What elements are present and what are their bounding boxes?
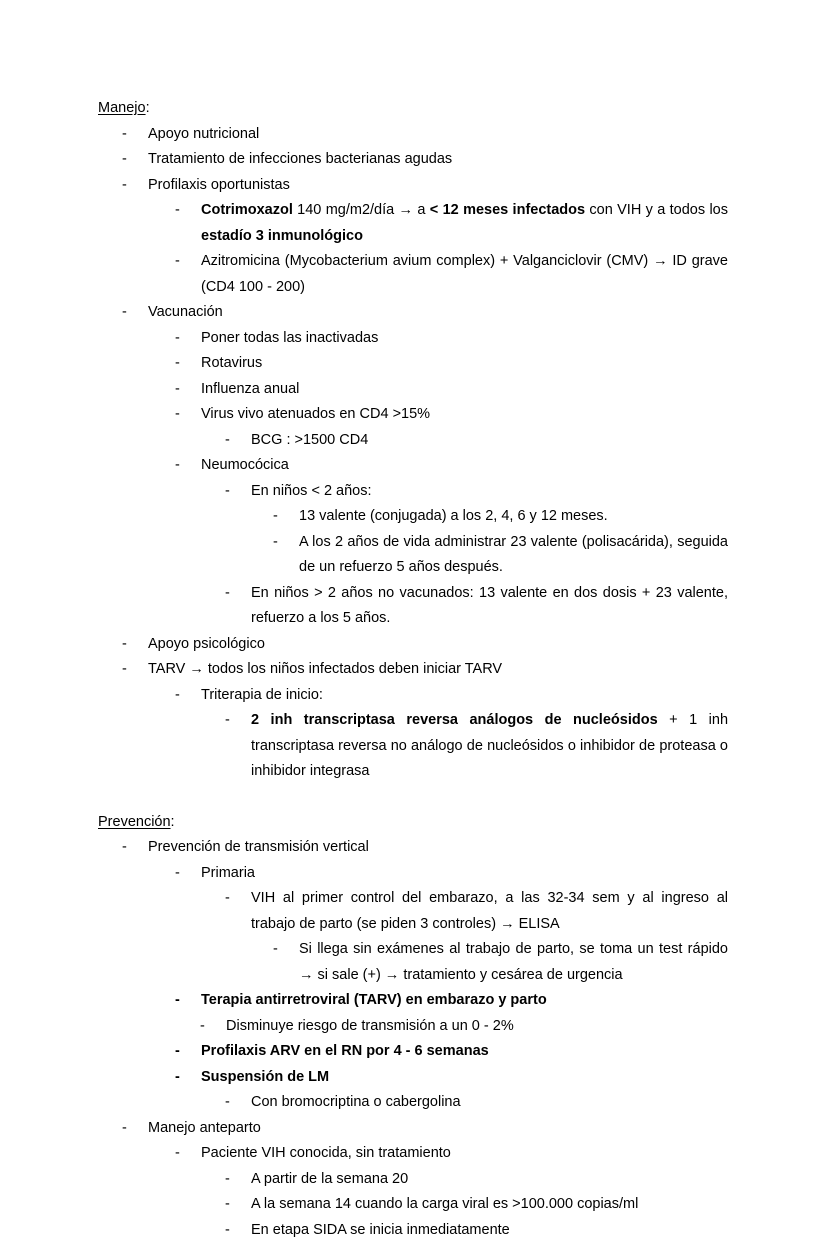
list-item (200, 1014, 728, 1040)
list-item-text: VIH al primer control del embarazo, a las 32-34 sem y al ingreso al trabajo de parto (se piden 3 controles) → ELISA (251, 886, 728, 937)
bullet-dash-icon: - (122, 122, 148, 148)
list-item-text: En niños < 2 años: (251, 479, 728, 505)
list-item-text: A los 2 años de vida administrar 23 valente (polisacárida), seguida de un refuerzo 5 años después. (299, 530, 728, 581)
bullet-dash-icon: - (175, 988, 201, 1014)
list-item-text: 13 valente (conjugada) a los 2, 4, 6 y 12 meses. (299, 504, 728, 530)
list-item (175, 1141, 728, 1167)
list-item-text: En niños > 2 años no vacunados: 13 valente en dos dosis + 23 valente, refuerzo a los 5 años. (251, 581, 728, 632)
list-item-text: Disminuye riesgo de transmisión a un 0 - 2% (226, 1014, 728, 1040)
list-item (122, 122, 728, 148)
list-item-text: Paciente VIH conocida, sin tratamiento (201, 1141, 728, 1167)
list-item (225, 1218, 728, 1243)
list-item-text: Si llega sin exámenes al trabajo de parto, se toma un test rápido → si sale (+) → tratamiento y cesárea de urgencia (299, 937, 728, 988)
bullet-dash-icon: - (175, 1039, 201, 1065)
list-item (273, 530, 728, 581)
list-item-text: Profilaxis oportunistas (148, 173, 728, 199)
list-item-text: Tratamiento de infecciones bacterianas agudas (148, 147, 728, 173)
bullet-dash-icon: - (175, 198, 201, 224)
list-item (225, 708, 728, 785)
list-item-text: Apoyo psicológico (148, 632, 728, 658)
list-item-text: TARV → todos los niños infectados deben iniciar TARV (148, 657, 728, 683)
bullet-dash-icon: - (122, 173, 148, 199)
list-item-text: Neumocócica (201, 453, 728, 479)
list-item (122, 632, 728, 658)
bullet-dash-icon: - (122, 657, 148, 683)
list-item-text: Primaria (201, 861, 728, 887)
list-item (175, 1065, 728, 1091)
bullet-dash-icon: - (175, 1065, 201, 1091)
list-item-text: Azitromicina (Mycobacterium avium complex) + Valganciclovir (CMV) → ID grave (CD4 100 - 200) (201, 249, 728, 300)
list-item (122, 147, 728, 173)
list-item (225, 1090, 728, 1116)
list-item (175, 377, 728, 403)
bullet-dash-icon: - (175, 453, 201, 479)
list-item (122, 657, 728, 683)
bullet-dash-icon: - (122, 632, 148, 658)
list-item-text: En etapa SIDA se inicia inmediatamente (251, 1218, 728, 1243)
list-item-text: A partir de la semana 20 (251, 1167, 728, 1193)
bullet-dash-icon: - (175, 402, 201, 428)
list-item-text: 2 inh transcriptasa reversa análogos de nucleósidos + 1 inh transcriptasa reversa no análogo de nucleósidos o inhibidor de proteasa o inhibidor integrasa (251, 708, 728, 785)
list-item (175, 198, 728, 249)
list-item (122, 300, 728, 326)
list-item (175, 1039, 728, 1065)
bullet-dash-icon: - (122, 835, 148, 861)
list-item-text: Poner todas las inactivadas (201, 326, 728, 352)
section-spacer (98, 785, 728, 810)
section-heading-word: Prevención (98, 814, 171, 830)
list-item-text: BCG : >1500 CD4 (251, 428, 728, 454)
list-item-text: Apoyo nutricional (148, 122, 728, 148)
list-item (225, 479, 728, 505)
section-heading-colon: : (171, 814, 175, 830)
list-item (175, 988, 728, 1014)
list-item-text: Profilaxis ARV en el RN por 4 - 6 semanas (201, 1039, 728, 1065)
bullet-dash-icon: - (225, 1192, 251, 1218)
document-body (98, 96, 728, 1243)
list-item (175, 326, 728, 352)
bullet-dash-icon: - (225, 581, 251, 607)
bullet-dash-icon: - (225, 1167, 251, 1193)
list-item (225, 581, 728, 632)
list-item-text: Rotavirus (201, 351, 728, 377)
bullet-dash-icon: - (273, 530, 299, 556)
list-item-text: A la semana 14 cuando la carga viral es >100.000 copias/ml (251, 1192, 728, 1218)
bullet-dash-icon: - (200, 1014, 226, 1040)
bullet-dash-icon: - (175, 326, 201, 352)
list-item (175, 683, 728, 709)
list-item (273, 504, 728, 530)
list-item-text: Manejo anteparto (148, 1116, 728, 1142)
bullet-dash-icon: - (175, 1141, 201, 1167)
list-item (225, 886, 728, 937)
bullet-dash-icon: - (175, 861, 201, 887)
list-item-text: Triterapia de inicio: (201, 683, 728, 709)
bullet-dash-icon: - (225, 1090, 251, 1116)
bullet-dash-icon: - (122, 300, 148, 326)
section-heading-prevencion (98, 810, 728, 836)
bullet-dash-icon: - (175, 249, 201, 275)
section-heading-manejo (98, 96, 728, 122)
bullet-dash-icon: - (175, 683, 201, 709)
list-item (225, 428, 728, 454)
list-item-text: Cotrimoxazol 140 mg/m2/día → a < 12 meses infectados con VIH y a todos los estadío 3 inmunológico (201, 198, 728, 249)
bullet-dash-icon: - (273, 504, 299, 530)
list-item (175, 453, 728, 479)
bullet-dash-icon: - (175, 351, 201, 377)
bullet-dash-icon: - (225, 1218, 251, 1243)
bullet-dash-icon: - (225, 886, 251, 912)
bullet-dash-icon: - (122, 147, 148, 173)
bullet-dash-icon: - (225, 479, 251, 505)
list-item-text: Prevención de transmisión vertical (148, 835, 728, 861)
list-item-text: Influenza anual (201, 377, 728, 403)
list-item (175, 861, 728, 887)
list-item (122, 1116, 728, 1142)
list-item-text: Terapia antirretroviral (TARV) en embarazo y parto (201, 988, 728, 1014)
section-heading-word: Manejo (98, 100, 146, 116)
list-item-text: Con bromocriptina o cabergolina (251, 1090, 728, 1116)
bullet-dash-icon: - (273, 937, 299, 963)
bullet-dash-icon: - (122, 1116, 148, 1142)
list-item (175, 351, 728, 377)
list-item (122, 835, 728, 861)
list-item-text: Vacunación (148, 300, 728, 326)
section-heading-colon: : (146, 100, 150, 116)
list-item (175, 249, 728, 300)
list-item (175, 402, 728, 428)
list-item (225, 1192, 728, 1218)
list-item (225, 1167, 728, 1193)
bullet-dash-icon: - (225, 428, 251, 454)
bullet-dash-icon: - (175, 377, 201, 403)
list-item (122, 173, 728, 199)
list-item (273, 937, 728, 988)
list-item-text: Virus vivo atenuados en CD4 >15% (201, 402, 728, 428)
bullet-dash-icon: - (225, 708, 251, 734)
list-item-text: Suspensión de LM (201, 1065, 728, 1091)
